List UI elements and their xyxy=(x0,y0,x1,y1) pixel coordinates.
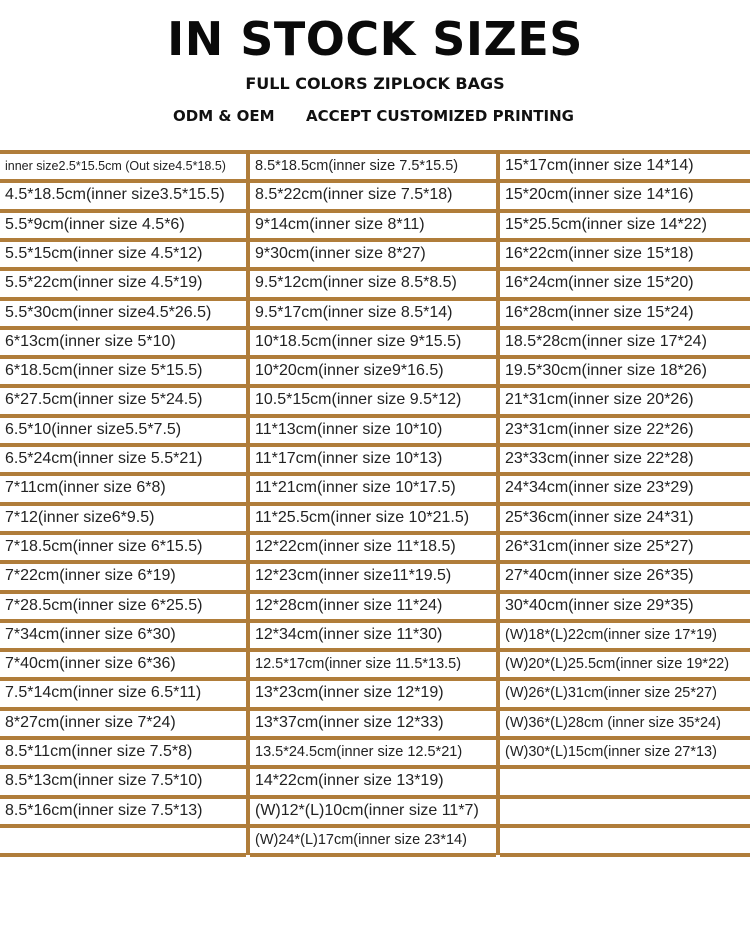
size-cell: 24*34cm(inner size 23*29) xyxy=(505,479,694,497)
size-cell: 5.5*22cm(inner size 4.5*19) xyxy=(5,274,203,292)
size-cell: 8.5*13cm(inner size 7.5*10) xyxy=(5,772,203,790)
page-subtitle: FULL COLORS ZIPLOCK BAGS xyxy=(245,74,505,93)
size-cell: inner size2.5*15.5cm (Out size4.5*18.5) xyxy=(5,159,226,173)
size-cell: 16*28cm(inner size 15*24) xyxy=(505,303,694,321)
size-cell: 7*28.5cm(inner size 6*25.5) xyxy=(5,596,203,614)
row-divider xyxy=(0,853,246,857)
size-cell: 7*18.5cm(inner size 6*15.5) xyxy=(5,537,203,555)
size-cell: 8.5*11cm(inner size 7.5*8) xyxy=(5,743,193,760)
size-cell: 6.5*10(inner size5.5*7.5) xyxy=(5,420,182,438)
size-cell: 11*25.5cm(inner size 10*21.5) xyxy=(255,508,470,526)
row-divider xyxy=(500,824,750,828)
size-cell: 23*31cm(inner size 22*26) xyxy=(505,420,694,438)
size-cell: 5.5*9cm(inner size 4.5*6) xyxy=(5,215,185,233)
size-cell: 10*20cm(inner size9*16.5) xyxy=(255,362,444,380)
size-cell: 8.5*16cm(inner size 7.5*13) xyxy=(5,801,203,819)
size-cell: 13*37cm(inner size 12*33) xyxy=(255,713,444,731)
size-cell: 26*31cm(inner size 25*27) xyxy=(505,537,694,555)
size-cell: 16*22cm(inner size 15*18) xyxy=(505,244,694,262)
size-cell: 9*14cm(inner size 8*11) xyxy=(255,215,425,233)
size-cell: 8.5*22cm(inner size 7.5*18) xyxy=(255,186,453,204)
row-divider xyxy=(500,853,750,857)
row-divider xyxy=(250,853,496,857)
size-cell: 11*21cm(inner size 10*17.5) xyxy=(255,479,456,497)
size-cell: 19.5*30cm(inner size 18*26) xyxy=(505,362,707,380)
row-divider xyxy=(500,765,750,769)
size-cell: (W)26*(L)31cm(inner size 25*27) xyxy=(505,685,717,702)
tag-odm-oem: ODM & OEM xyxy=(173,107,275,125)
tag-custom-printing: ACCEPT CUSTOMIZED PRINTING xyxy=(306,107,574,125)
size-cell: 5.5*30cm(inner size4.5*26.5) xyxy=(5,303,212,321)
page-title: IN STOCK SIZES xyxy=(167,12,583,66)
size-cell: 30*40cm(inner size 29*35) xyxy=(505,596,694,614)
size-cell: 13.5*24.5cm(inner size 12.5*21) xyxy=(255,744,463,760)
size-cell: 7*40cm(inner size 6*36) xyxy=(5,655,176,673)
size-cell: 14*22cm(inner size 13*19) xyxy=(255,772,444,790)
size-cell: 10*18.5cm(inner size 9*15.5) xyxy=(255,332,462,350)
size-cell: (W)20*(L)25.5cm(inner size 19*22) xyxy=(505,656,730,673)
size-cell: 12*34cm(inner size 11*30) xyxy=(255,625,443,643)
size-cell: (W)36*(L)28cm (inner size 35*24) xyxy=(505,714,721,731)
size-cell: 6*13cm(inner size 5*10) xyxy=(5,332,176,350)
size-cell: 23*33cm(inner size 22*28) xyxy=(505,450,694,467)
size-cell: 11*17cm(inner size 10*13) xyxy=(255,450,443,467)
size-cell: 8.5*18.5cm(inner size 7.5*15.5) xyxy=(255,158,459,174)
size-cell: (W)30*(L)15cm(inner size 27*13) xyxy=(505,744,717,760)
size-cell: 27*40cm(inner size 26*35) xyxy=(505,567,694,585)
size-cell: 21*31cm(inner size 20*26) xyxy=(505,391,694,409)
row-divider xyxy=(0,824,246,828)
size-cell: 12.5*17cm(inner size 11.5*13.5) xyxy=(255,656,462,673)
size-cell: 5.5*15cm(inner size 4.5*12) xyxy=(5,244,203,262)
size-cell: 9.5*12cm(inner size 8.5*8.5) xyxy=(255,274,457,292)
size-cell: 7*22cm(inner size 6*19) xyxy=(5,567,176,585)
size-cell: 8*27cm(inner size 7*24) xyxy=(5,713,176,731)
size-cell: 12*28cm(inner size 11*24) xyxy=(255,596,443,614)
size-cell: (W)18*(L)22cm(inner size 17*19) xyxy=(505,626,717,643)
size-cell: (W)12*(L)10cm(inner size 11*7) xyxy=(255,801,479,819)
size-cell: 18.5*28cm(inner size 17*24) xyxy=(505,332,707,350)
size-cell: 15*20cm(inner size 14*16) xyxy=(505,186,694,204)
size-cell: (W)24*(L)17cm(inner size 23*14) xyxy=(255,831,467,848)
size-cell: 16*24cm(inner size 15*20) xyxy=(505,274,694,292)
size-cell: 15*25.5cm(inner size 14*22) xyxy=(505,215,707,233)
size-cell: 7*11cm(inner size 6*8) xyxy=(5,479,166,497)
size-cell: 4.5*18.5cm(inner size3.5*15.5) xyxy=(5,186,225,204)
size-cell: 7*34cm(inner size 6*30) xyxy=(5,625,176,643)
size-cell: 9*30cm(inner size 8*27) xyxy=(255,244,426,262)
size-cell: 10.5*15cm(inner size 9.5*12) xyxy=(255,391,462,409)
size-cell: 9.5*17cm(inner size 8.5*14) xyxy=(255,303,453,321)
size-cell: 6*18.5cm(inner size 5*15.5) xyxy=(5,362,203,380)
size-cell: 11*13cm(inner size 10*10) xyxy=(255,420,443,438)
size-cell: 7.5*14cm(inner size 6.5*11) xyxy=(5,684,202,702)
size-cell: 7*12(inner size6*9.5) xyxy=(5,508,155,526)
size-cell: 12*23cm(inner size11*19.5) xyxy=(255,567,452,585)
size-cell: 13*23cm(inner size 12*19) xyxy=(255,684,444,702)
size-cell: 12*22cm(inner size 11*18.5) xyxy=(255,537,456,555)
row-divider xyxy=(500,795,750,799)
size-cell: 6*27.5cm(inner size 5*24.5) xyxy=(5,391,203,409)
size-cell: 25*36cm(inner size 24*31) xyxy=(505,508,694,526)
size-cell: 6.5*24cm(inner size 5.5*21) xyxy=(5,450,203,467)
size-cell: 15*17cm(inner size 14*14) xyxy=(505,157,694,174)
